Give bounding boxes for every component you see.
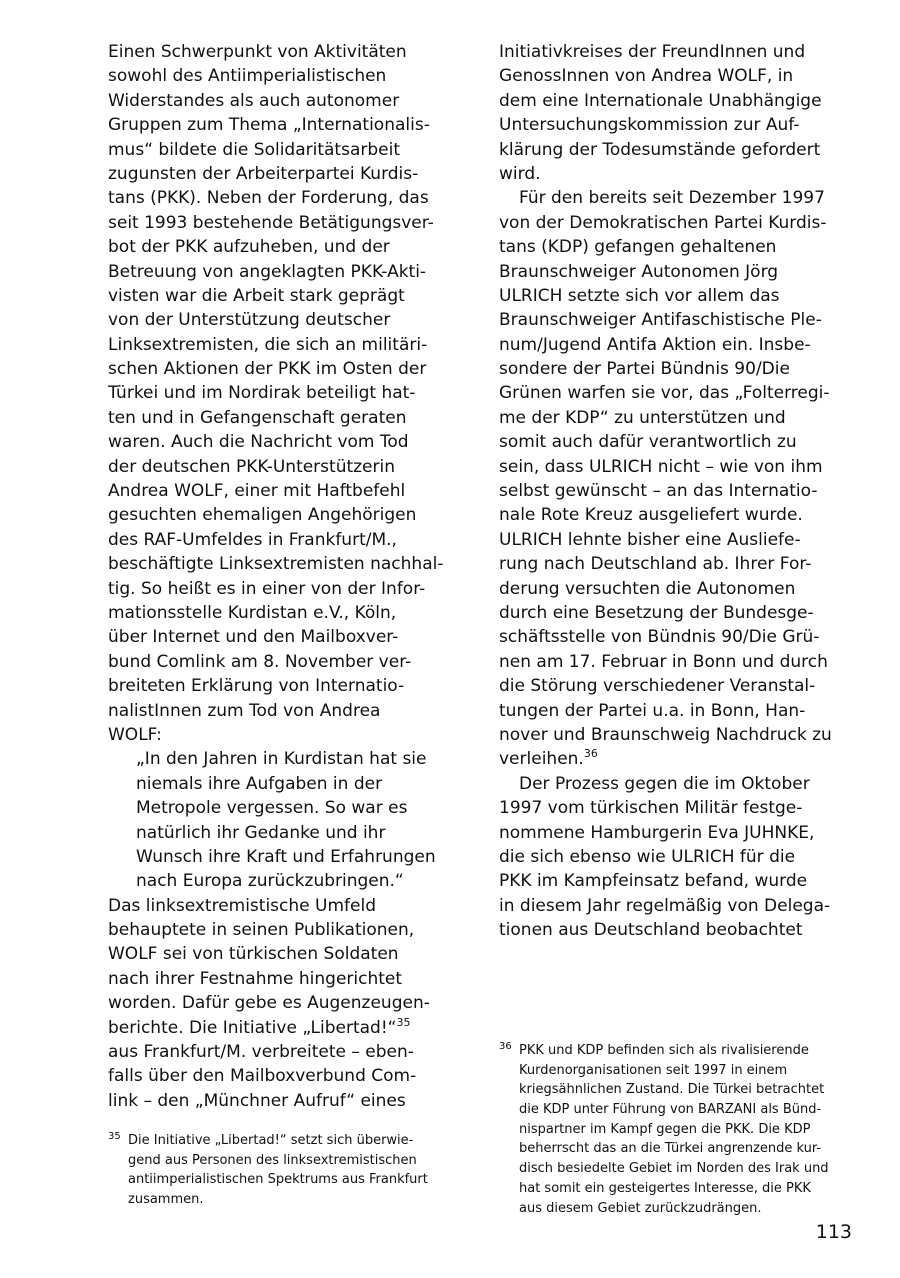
text-line: Einen Schwerpunkt von Aktivitäten bbox=[108, 42, 407, 62]
text-line: nen am 17. Februar in Bonn und durch bbox=[499, 651, 828, 672]
text-line: Betreuung von angeklagten PKK-Akti- bbox=[108, 261, 427, 282]
text-segment: verleihen. bbox=[499, 749, 584, 770]
text-line: ten und in Gefangenschaft geraten bbox=[108, 407, 407, 428]
text-line: me der KDP“ zu unterstützen und bbox=[499, 407, 786, 428]
footnote-line bbox=[499, 1041, 859, 1061]
text-line: nover und Braunschweig Nachdruck zu bbox=[499, 724, 832, 745]
text-line: breiteten Erklärung von Internatio- bbox=[108, 676, 405, 697]
text-line: seit 1993 bestehende Betätigungsver- bbox=[108, 212, 434, 233]
text-line: Das linksextremistische Umfeld bbox=[108, 895, 376, 916]
footnote-text: PKK und KDP befinden sich als rivalisierende bbox=[519, 1043, 809, 1058]
footnote-line bbox=[108, 1131, 468, 1151]
text-line: rung nach Deutschland ab. Ihrer For- bbox=[499, 554, 812, 575]
text-line: Untersuchungskommission zur Auf- bbox=[499, 115, 800, 136]
right-paragraph-3 bbox=[499, 772, 859, 943]
text-line: tionen aus Deutschland beobachtet bbox=[499, 920, 803, 941]
text-line: Für den bereits seit Dezember 1997 bbox=[519, 188, 825, 209]
footnote-line: aus diesem Gebiet zurückzudrängen. bbox=[519, 1200, 762, 1216]
text-line: mationsstelle Kurdistan e.V., Köln, bbox=[108, 602, 397, 623]
footnote-ref-35[interactable]: 35 bbox=[396, 1015, 411, 1029]
quote-line: niemals ihre Aufgaben in der bbox=[136, 773, 383, 794]
text-line: WOLF: bbox=[108, 724, 162, 745]
text-line: bund Comlink am 8. November ver- bbox=[108, 651, 412, 672]
text-line: tungen der Partei u.a. in Bonn, Han- bbox=[499, 700, 806, 721]
text-line: von der Unterstützung deutscher bbox=[108, 310, 391, 331]
text-line: schen Aktionen der PKK im Osten der bbox=[108, 359, 427, 380]
left-column bbox=[108, 40, 468, 1113]
text-line: beschäftigte Linksextremisten nachhal- bbox=[108, 554, 444, 575]
text-line: nach ihrer Festnahme hingerichtet bbox=[108, 968, 403, 989]
text-line: ULRICH lehnte bisher eine Ausliefe- bbox=[499, 529, 801, 550]
text-line: falls über den Mailboxverbund Com- bbox=[108, 1066, 417, 1087]
text-line: visten war die Arbeit stark geprägt bbox=[108, 285, 405, 306]
text-line: tans (KDP) gefangen gehaltenen bbox=[499, 237, 777, 258]
text-line: selbst gewünscht – an das Internatio- bbox=[499, 481, 818, 502]
text-line: nalistInnen zum Tod von Andrea bbox=[108, 700, 381, 721]
footnote-line: kriegsähnlichen Zustand. Die Türkei betrachtet bbox=[519, 1082, 825, 1098]
footnote-number: 35 bbox=[108, 1131, 121, 1142]
footnote-number: 36 bbox=[499, 1041, 512, 1052]
quote-line: Wunsch ihre Kraft und Erfahrungen bbox=[136, 846, 436, 867]
text-line: somit auch dafür verantwortlich zu bbox=[499, 432, 797, 453]
text-line: worden. Dafür gebe es Augenzeugen- bbox=[108, 993, 430, 1014]
text-line: aus Frankfurt/M. verbreitete – eben- bbox=[108, 1042, 414, 1063]
text-line: sondere der Partei Bündnis 90/Die bbox=[499, 359, 790, 380]
text-line: Grünen warfen sie vor, das „Folterregi- bbox=[499, 383, 830, 404]
text-line: Linksextremisten, die sich an militäri- bbox=[108, 334, 428, 355]
text-line: waren. Auch die Nachricht vom Tod bbox=[108, 432, 409, 453]
page-number: 113 bbox=[815, 1221, 852, 1243]
text-line: mus“ bildete die Solidaritätsarbeit bbox=[108, 139, 401, 160]
left-paragraph-1 bbox=[108, 40, 468, 747]
footnote-text: Die Initiative „Libertad!“ setzt sich überwie- bbox=[128, 1133, 414, 1148]
text-line: nale Rote Kreuz ausgeliefert wurde. bbox=[499, 505, 803, 526]
text-line bbox=[108, 1016, 468, 1040]
text-line: GenossInnen von Andrea WOLF, in bbox=[499, 66, 794, 87]
text-line: derung versuchten die Autonomen bbox=[499, 578, 796, 599]
text-line: Initiativkreises der FreundInnen und bbox=[499, 42, 806, 62]
text-line: bot der PKK aufzuheben, und der bbox=[108, 237, 390, 258]
text-line: dem eine Internationale Unabhängige bbox=[499, 90, 822, 111]
text-line: über Internet und den Mailboxver- bbox=[108, 627, 399, 648]
footnote-line: hat somit ein gesteigertes Interesse, die PKK bbox=[519, 1180, 811, 1196]
text-line: der deutschen PKK-Unterstützerin bbox=[108, 456, 396, 477]
text-line: link – den „Münchner Aufruf“ eines bbox=[108, 1090, 406, 1111]
right-column bbox=[499, 40, 859, 942]
text-line bbox=[499, 747, 859, 771]
footnote-line: Kurdenorganisationen seit 1997 in einem bbox=[519, 1062, 788, 1078]
text-line: durch eine Besetzung der Bundesge- bbox=[499, 602, 814, 623]
right-paragraph-2 bbox=[499, 186, 859, 771]
text-line: Gruppen zum Thema „Internationalis- bbox=[108, 115, 430, 136]
text-line: sein, dass ULRICH nicht – wie von ihm bbox=[499, 456, 823, 477]
footnote-line: antiimperialistischen Spektrums aus Frankfurt bbox=[128, 1172, 428, 1188]
footnote-line: gend aus Personen des linksextremistischen bbox=[128, 1152, 417, 1168]
text-line: tans (PKK). Neben der Forderung, das bbox=[108, 188, 429, 209]
text-line: sowohl des Antiimperialistischen bbox=[108, 66, 387, 87]
text-line: nommene Hamburgerin Eva JUHNKE, bbox=[499, 822, 815, 843]
text-line: Türkei und im Nordirak beteiligt hat- bbox=[108, 383, 416, 404]
footnote-line: nispartner im Kampf gegen die PKK. Die KDP bbox=[519, 1121, 811, 1137]
text-line: Braunschweiger Antifaschistische Ple- bbox=[499, 310, 822, 331]
text-line: 1997 vom türkischen Militär festge- bbox=[499, 798, 803, 819]
text-line: Braunschweiger Autonomen Jörg bbox=[499, 261, 779, 282]
text-line: PKK im Kampfeinsatz befand, wurde bbox=[499, 871, 808, 892]
block-quote bbox=[108, 747, 468, 893]
text-line: in diesem Jahr regelmäßig von Delega- bbox=[499, 895, 831, 916]
text-line: wird. bbox=[499, 163, 541, 184]
text-line: ULRICH setzte sich vor allem das bbox=[499, 285, 780, 306]
footnote-line: zusammen. bbox=[128, 1192, 204, 1208]
footnote-line: disch besiedelte Gebiet im Norden des Irak und bbox=[519, 1161, 829, 1177]
text-line: Der Prozess gegen die im Oktober bbox=[519, 773, 810, 794]
text-line: des RAF-Umfeldes in Frankfurt/M., bbox=[108, 529, 397, 550]
text-line: Andrea WOLF, einer mit Haftbefehl bbox=[108, 481, 406, 502]
quote-line: natürlich ihr Gedanke und ihr bbox=[136, 822, 386, 843]
text-line: behauptete in seinen Publikationen, bbox=[108, 920, 415, 941]
left-paragraph-2 bbox=[108, 894, 468, 1114]
footnote-ref-36[interactable]: 36 bbox=[583, 747, 598, 761]
text-line: num/Jugend Antifa Aktion ein. Insbe- bbox=[499, 334, 811, 355]
footnote-36 bbox=[499, 1041, 859, 1218]
text-line: WOLF sei von türkischen Soldaten bbox=[108, 944, 399, 965]
right-paragraph-1 bbox=[499, 40, 859, 186]
text-line: gesuchten ehemaligen Angehörigen bbox=[108, 505, 417, 526]
footnote-line: die KDP unter Führung von BARZANI als Bünd- bbox=[519, 1102, 822, 1118]
text-line: klärung der Todesumstände gefordert bbox=[499, 139, 821, 160]
text-line: die sich ebenso wie ULRICH für die bbox=[499, 846, 796, 867]
quote-line: Metropole vergessen. So war es bbox=[136, 798, 408, 819]
footnote-line: beherrscht das an die Türkei angrenzende kur- bbox=[519, 1141, 822, 1157]
quote-line: nach Europa zurückzubringen.“ bbox=[136, 871, 404, 892]
text-segment: berichte. Die Initiative „Libertad!“ bbox=[108, 1017, 397, 1038]
text-line: tig. So heißt es in einer von der Infor- bbox=[108, 578, 426, 599]
text-line: Widerstandes als auch autonomer bbox=[108, 90, 400, 111]
text-line: zugunsten der Arbeiterpartei Kurdis- bbox=[108, 163, 419, 184]
quote-line: „In den Jahren in Kurdistan hat sie bbox=[136, 749, 427, 770]
text-line: die Störung verschiedener Veranstal- bbox=[499, 676, 816, 697]
footnote-35 bbox=[108, 1131, 468, 1210]
text-line: von der Demokratischen Partei Kurdis- bbox=[499, 212, 827, 233]
text-line: schäftsstelle von Bündnis 90/Die Grü- bbox=[499, 627, 820, 648]
